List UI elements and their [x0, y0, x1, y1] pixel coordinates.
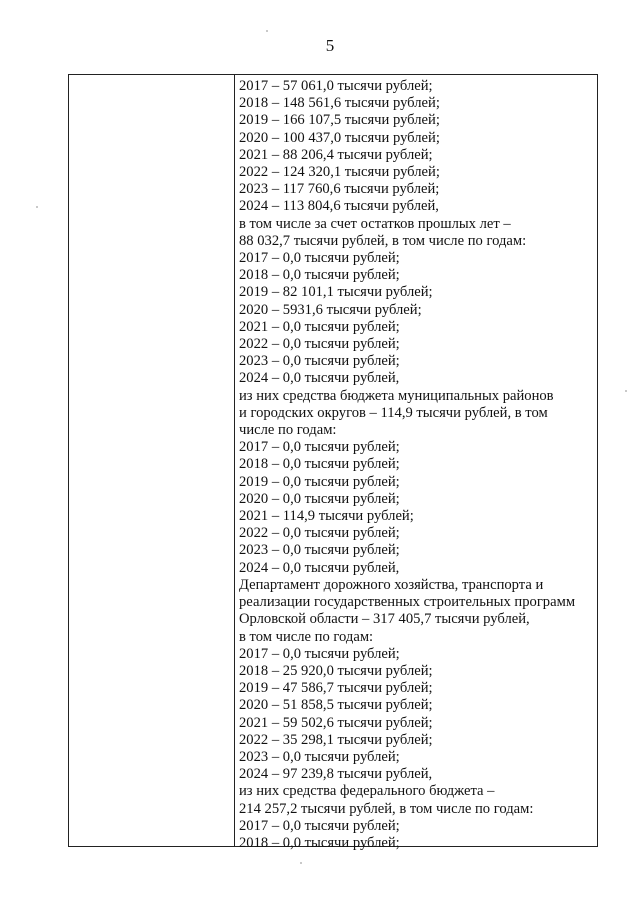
scan-speck: [300, 862, 302, 864]
text-line: 2021 – 59 502,6 тысячи рублей;: [239, 714, 433, 731]
text-line: 2019 – 82 101,1 тысячи рублей;: [239, 284, 433, 301]
text-line: 2024 – 113 804,6 тысячи рублей,: [239, 198, 439, 215]
text-line: 2022 – 0,0 тысячи рублей;: [239, 525, 400, 542]
text-line: 2024 – 0,0 тысячи рублей,: [239, 370, 400, 387]
text-line: 2017 – 0,0 тысячи рублей;: [239, 250, 400, 267]
scan-speck: [36, 206, 38, 208]
text-line: 2023 – 0,0 тысячи рублей;: [239, 542, 400, 559]
text-line: 2022 – 0,0 тысячи рублей;: [239, 336, 400, 353]
text-line: 214 257,2 тысячи рублей, в том числе по годам:: [239, 800, 534, 817]
text-line: и городских округов – 114,9 тысячи рублей, в том: [239, 404, 548, 421]
text-line: 2017 – 0,0 тысячи рублей;: [239, 645, 400, 662]
text-line: Департамент дорожного хозяйства, транспорта и: [239, 576, 544, 593]
text-line: 2020 – 0,0 тысячи рублей;: [239, 490, 400, 507]
text-line: в том числе по годам:: [239, 628, 374, 645]
text-line: 2018 – 0,0 тысячи рублей;: [239, 456, 400, 473]
text-line: 2023 – 0,0 тысячи рублей;: [239, 353, 400, 370]
text-line: 2023 – 0,0 тысячи рублей;: [239, 748, 400, 765]
funding-details-cell: [235, 78, 591, 852]
text-line: в том числе за счет остатков прошлых лет –: [239, 215, 511, 232]
text-line: 2020 – 51 858,5 тысячи рублей;: [239, 697, 433, 714]
text-line: 2024 – 97 239,8 тысячи рублей,: [239, 766, 433, 783]
funding-table: [68, 74, 598, 851]
scan-speck: [266, 30, 268, 32]
text-line: 2017 – 0,0 тысячи рублей;: [239, 439, 400, 456]
text-line: 2024 – 0,0 тысячи рублей,: [239, 559, 400, 576]
text-line: из них средства бюджета муниципальных районов: [239, 387, 554, 404]
text-line: 2020 – 100 437,0 тысячи рублей;: [239, 129, 440, 146]
text-line: 2022 – 124 320,1 тысячи рублей;: [239, 164, 440, 181]
text-line: Орловской области – 317 405,7 тысячи рублей,: [239, 611, 530, 628]
text-line: 2022 – 35 298,1 тысячи рублей;: [239, 731, 433, 748]
text-line: 2023 – 117 760,6 тысячи рублей;: [239, 181, 440, 198]
text-line: числе по годам:: [239, 422, 337, 439]
text-line: 2018 – 25 920,0 тысячи рублей;: [239, 662, 433, 679]
scan-speck: [625, 390, 627, 392]
text-line: 2018 – 0,0 тысячи рублей;: [239, 267, 400, 284]
text-line: 2017 – 57 061,0 тысячи рублей;: [239, 78, 433, 94]
text-line: 2019 – 166 107,5 тысячи рублей;: [239, 112, 440, 129]
text-line: 2021 – 0,0 тысячи рублей;: [239, 318, 400, 335]
text-line: 2021 – 88 206,4 тысячи рублей;: [239, 146, 433, 163]
text-line: 2019 – 0,0 тысячи рублей;: [239, 473, 400, 490]
text-line: реализации государственных строительных программ: [239, 594, 576, 611]
text-line: из них средства федерального бюджета –: [239, 783, 495, 800]
page-number: 5: [325, 36, 335, 55]
text-line: 88 032,7 тысячи рублей, в том числе по годам:: [239, 232, 527, 249]
text-line: 2018 – 148 561,6 тысячи рублей;: [239, 95, 440, 112]
text-line: 2018 – 0,0 тысячи рублей;: [239, 834, 400, 851]
text-line: 2020 – 5931,6 тысячи рублей;: [239, 301, 422, 318]
text-line: 2021 – 114,9 тысячи рублей;: [239, 508, 414, 525]
text-line: 2017 – 0,0 тысячи рублей;: [239, 817, 400, 834]
text-line: 2019 – 47 586,7 тысячи рублей;: [239, 680, 433, 697]
table-left-cell: [69, 75, 235, 846]
